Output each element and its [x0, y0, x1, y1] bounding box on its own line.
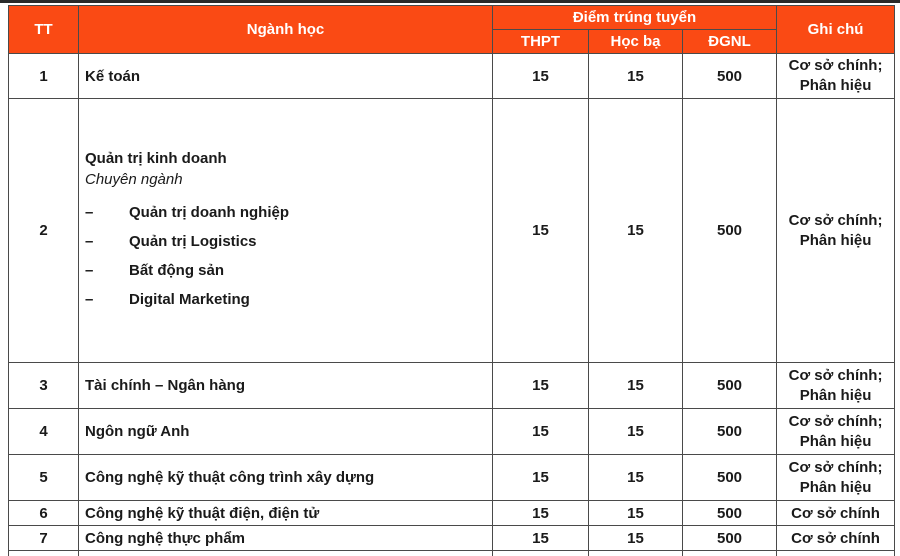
note-line-1: Cơ sở chính;: [788, 412, 883, 430]
row-note: [777, 363, 895, 409]
row-note: [777, 99, 895, 363]
note-line-2: Phân hiệu: [799, 478, 872, 496]
row-major: Công nghệ thực phẩm: [79, 526, 493, 551]
row-hocba: 15: [589, 455, 683, 501]
row-note: Cơ sở chính: [777, 526, 895, 551]
row-major: Công nghệ kỹ thuật điện, điện tử: [79, 501, 493, 526]
row-hocba: 15: [589, 363, 683, 409]
specialization-name: Quản trị doanh nghiệp: [129, 203, 289, 221]
note-line-1: Cơ sở chính;: [788, 211, 883, 229]
row-dgnl: 500: [683, 409, 777, 455]
row-major: Kế toán: [79, 54, 493, 99]
note-line-1: Cơ sở chính;: [788, 366, 883, 384]
row-thpt: 15: [493, 54, 589, 99]
row-tt: 7: [9, 526, 79, 551]
row-hocba: 15: [589, 99, 683, 363]
note-line-2: Phân hiệu: [799, 77, 872, 94]
row-dgnl: 500: [683, 455, 777, 501]
table-row: [9, 526, 895, 551]
row-tt: 5: [9, 455, 79, 501]
partial-cell: [9, 551, 79, 556]
table-row: [9, 54, 895, 99]
partial-cell: [589, 551, 683, 556]
header-hocba: Học bạ: [589, 30, 683, 54]
row-major: [79, 99, 493, 363]
table-row: [9, 501, 895, 526]
specialization-list: [85, 198, 492, 314]
header-note: Ghi chú: [777, 6, 895, 54]
row-thpt: 15: [493, 526, 589, 551]
row-dgnl: 500: [683, 501, 777, 526]
note-line-1: Cơ sở chính;: [788, 57, 883, 74]
dash-bullet: –: [85, 203, 94, 221]
row-tt: 2: [9, 99, 79, 363]
dash-bullet: –: [85, 261, 94, 279]
header-thpt: THPT: [493, 30, 589, 54]
row-hocba: 15: [589, 409, 683, 455]
row-major: Ngôn ngữ Anh: [79, 409, 493, 455]
note-line-2: Phân hiệu: [799, 386, 872, 404]
row-note: [777, 455, 895, 501]
row-tt: 1: [9, 54, 79, 99]
row-tt: 3: [9, 363, 79, 409]
row-hocba: 15: [589, 526, 683, 551]
partial-cell: [79, 551, 493, 556]
row-major: Tài chính – Ngân hàng: [79, 363, 493, 409]
partial-cell: [493, 551, 589, 556]
specialization-title: Chuyên ngành: [85, 170, 183, 188]
row-thpt: 15: [493, 501, 589, 526]
admission-scores-table: [8, 5, 895, 556]
partial-cell: [777, 551, 895, 556]
specialization-name: Quản trị Logistics: [129, 232, 257, 250]
specialization-item: [85, 198, 492, 227]
note-line-1: Cơ sở chính;: [788, 458, 883, 476]
table-row: [9, 99, 895, 363]
row-dgnl: 500: [683, 99, 777, 363]
header-scores: Điểm trúng tuyển: [493, 6, 777, 30]
note-line-2: Phân hiệu: [799, 231, 872, 249]
table-row-partial: [9, 551, 895, 556]
row-tt: 4: [9, 409, 79, 455]
row-hocba: 15: [589, 54, 683, 99]
header-dgnl: ĐGNL: [683, 30, 777, 54]
table-row: [9, 455, 895, 501]
specialization-item: [85, 285, 492, 314]
major-title: Quản trị kinh doanh: [85, 149, 227, 167]
specialization-name: Bất động sản: [129, 261, 225, 279]
table-row: [9, 363, 895, 409]
row-thpt: 15: [493, 99, 589, 363]
row-note: [777, 54, 895, 99]
table-header: [9, 6, 895, 54]
row-dgnl: 500: [683, 54, 777, 99]
partial-cell: [683, 551, 777, 556]
row-major: Công nghệ kỹ thuật công trình xây dựng: [79, 455, 493, 501]
specialization-item: [85, 256, 492, 285]
specialization-item: [85, 227, 492, 256]
row-note: Cơ sở chính: [777, 501, 895, 526]
row-note: [777, 409, 895, 455]
row-thpt: 15: [493, 455, 589, 501]
row-dgnl: 500: [683, 526, 777, 551]
header-major: Ngành học: [79, 6, 493, 54]
dash-bullet: –: [85, 232, 94, 250]
row-thpt: 15: [493, 363, 589, 409]
note-line-2: Phân hiệu: [799, 432, 872, 450]
top-border: [0, 0, 900, 3]
row-thpt: 15: [493, 409, 589, 455]
dash-bullet: –: [85, 290, 94, 308]
row-tt: 6: [9, 501, 79, 526]
row-dgnl: 500: [683, 363, 777, 409]
header-tt: TT: [9, 6, 79, 54]
row-hocba: 15: [589, 501, 683, 526]
table-row: [9, 409, 895, 455]
specialization-name: Digital Marketing: [129, 290, 250, 308]
